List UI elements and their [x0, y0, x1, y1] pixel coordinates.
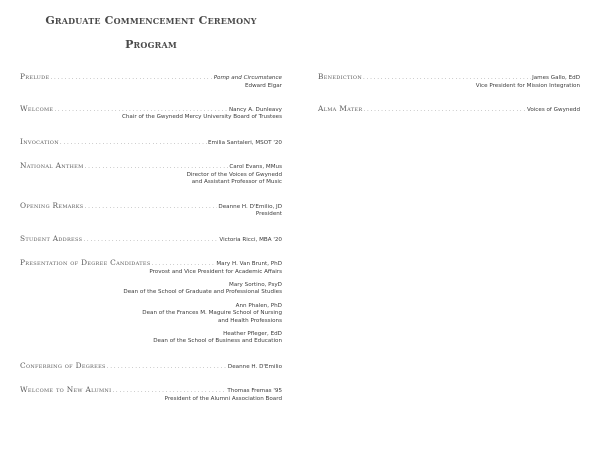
dean-title: Dean of the Frances M. Maguire School of Nursing: [142, 310, 282, 317]
program-left-column: [20, 73, 282, 403]
entry-label: Alma Mater: [318, 103, 363, 113]
entry-label: Welcome: [20, 103, 54, 113]
page-subtitle: Program: [125, 38, 177, 51]
dot-leader: [50, 74, 212, 83]
entry-subtitle: President of the Alumni Association Board: [164, 395, 282, 402]
program-right-column: [318, 73, 580, 114]
entry-subtitle: Edward Elgar: [245, 82, 282, 89]
entry-subtitle: Director of the Voices of Gwynedd: [186, 171, 282, 178]
dean-title: and Health Professions: [218, 317, 282, 324]
entry-subtitle: Provost and Vice President for Academic Affairs: [149, 268, 282, 275]
entry-label: Prelude: [20, 72, 50, 81]
entry-opening-remarks: [20, 202, 282, 219]
entry-value: Pomp and Circumstance: [213, 75, 282, 81]
entry-label: Benediction: [318, 72, 362, 81]
dot-leader: [363, 74, 531, 83]
dot-leader: [152, 260, 216, 269]
entry-label: Invocation: [20, 136, 59, 146]
entry-value: Deanne H. D'Emilio: [227, 363, 282, 370]
entry-value: Voices of Gwynedd: [526, 106, 580, 113]
entry-prelude: [20, 73, 282, 90]
page-title: Graduate Commencement Ceremony: [45, 14, 257, 27]
entry-value: James Gallo, EdD: [532, 75, 580, 81]
entry-value: Deanne H. D'Emilio, JD: [218, 203, 282, 210]
dot-leader: [107, 363, 227, 372]
dot-leader: [112, 387, 226, 396]
entry-value: Carol Evans, MMus: [229, 164, 282, 171]
dot-leader: [85, 163, 229, 172]
dot-leader: [363, 106, 526, 115]
entry-value: Mary H. Van Brunt, PhD: [216, 261, 282, 268]
entry-value: Emilia Santaleri, MSOT '20: [207, 139, 282, 146]
entry-subtitle: Vice President for Mission Integration: [475, 82, 580, 89]
entry-student-address: [20, 235, 282, 245]
entry-invocation: [20, 138, 282, 148]
dean-title: Dean of the School of Business and Education: [153, 338, 282, 345]
dean-name: Mary Sortino, PsyD: [229, 281, 282, 288]
dot-leader: [83, 236, 218, 245]
entry-label: National Anthem: [20, 161, 84, 171]
entry-welcome-to-new-alumni: [20, 386, 282, 403]
entry-label: Student Address: [20, 233, 83, 243]
entry-alma-mater: [318, 105, 580, 115]
dean-name: Ann Phalen, PhD: [235, 302, 282, 309]
entry-value: Nancy A. Dunleavy: [228, 106, 282, 113]
entry-welcome: [20, 105, 282, 122]
entry-subtitle: and Assistant Professor of Music: [191, 179, 282, 186]
entry-label: Opening Remarks: [20, 200, 84, 210]
dot-leader: [54, 106, 228, 115]
dean-title: Dean of the School of Graduate and Professional Studies: [123, 289, 282, 296]
entry-label: Welcome to New Alumni: [20, 385, 112, 395]
entry-conferring-of-degrees: [20, 362, 282, 372]
dot-leader: [60, 139, 207, 148]
entry-label: Conferring of Degrees: [20, 360, 106, 370]
entry-subtitle: President: [255, 211, 282, 218]
dot-leader: [85, 203, 218, 212]
entry-presentation-of-degree-candidates: [20, 259, 282, 346]
entry-subtitle: Chair of the Gwynedd Mercy University Board of Trustees: [121, 114, 282, 121]
dean-name: Heather Pfleger, EdD: [223, 330, 282, 337]
entry-label: Presentation of Degree Candidates: [20, 258, 151, 268]
entry-national-anthem: [20, 162, 282, 186]
entry-benediction: [318, 73, 580, 90]
entry-value: Victoria Ricci, MBA '20: [219, 236, 282, 243]
entry-value: Thomas Fremas '95: [227, 388, 282, 395]
